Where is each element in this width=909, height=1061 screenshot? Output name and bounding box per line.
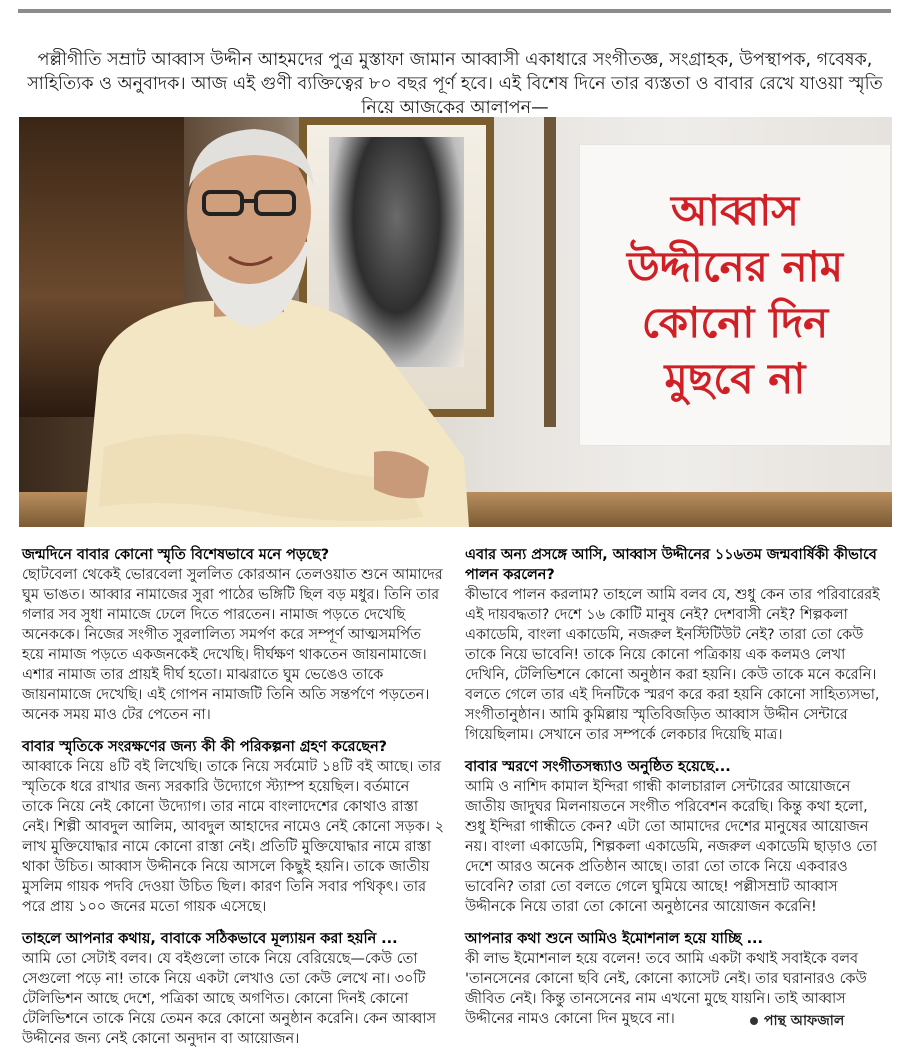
background-frame-edge bbox=[544, 117, 556, 427]
feature-photo bbox=[19, 117, 892, 527]
answer: আব্বাকে নিয়ে ৪টি বই লিখেছি। তাকে নিয়ে সর্বমোট ১৪টি বই আছে। তার স্মৃতিকে ধরে রাখার জন্য সরকারি উদ্যোগে স্ট্যাম্প হয়েছিল। বর্তমানে তাকে নিয়ে নেই কোনো উদ্যোগ। তার নামে বাংলাদেশের কোথাও রাস্তা নেই। শিল্পী আবদুল আলিম, আবদুল আহাদের নামেও নেই কোনো সড়ক। ২ লাখ মুক্তিযোদ্ধার নামে কোনো রাস্তা নেই। প্রতিটি মুক্তিযোদ্ধার নামে রাস্তা থাকা উচিত। আব্বাস উদ্দীনকে নিয়ে আসলে কিছুই হয়নি। তাকে জাতীয় মুসলিম গায়ক পদবি দেওয়া উচিত ছিল। কারণ তিনি সবার পথিকৃৎ। তার পরে প্রায় ১০০ জনের মতো গায়ক এসেছে। bbox=[22, 759, 444, 915]
qa-block bbox=[22, 737, 444, 917]
bullet-icon bbox=[750, 1017, 758, 1025]
headline-box bbox=[579, 144, 891, 446]
qa-block bbox=[465, 757, 887, 917]
answer: আমি তো সেটাই বলব। যে বইগুলো তাকে নিয়ে বেরিয়েছে—কেউ তো সেগুলো পড়ে না! তাকে নিয়ে একটা লেখাও তো কেউ লেখে না। ৩০টি টেলিভিশন আছে দেশে, পত্রিকা আছে অগণিত। কোনো দিনই কোনো টেলিভিশনে তাকে নিয়ে তেমন করে কোনো অনুষ্ঠান করেনি। কেন আব্বাস উদ্দীনের জন্য নেই কোনো অনুদান বা আয়োজন। bbox=[22, 951, 436, 1047]
author-name: পান্থ আফজাল bbox=[764, 1013, 845, 1029]
byline bbox=[750, 1009, 844, 1033]
answer: আমি ও নাশিদ কামাল ইন্দিরা গান্ধী কালচারাল সেন্টারের আয়োজনে জাতীয় জাদুঘর মিলনায়তনে সংগীত পরিবেশন করেছি। কিন্তু কথা হলো, শুধু ইন্দিরা গান্ধীতে কেন? এটা তো আমাদের দেশের মানুষের আয়োজন নয়। বাংলা একাডেমি, শিল্পকলা একাডেমি, নজরুল একাডেমি ছাড়াও তো দেশে আরও অনেক প্রতিষ্ঠান আছে। তারা তো তাকে নিয়ে একবারও ভাবেনি? তারা তো বলতে গেলে ঘুমিয়ে আছে! পল্লীসম্রাট আব্বাস উদ্দীনকে নিয়ে তারা তো কোনো অনুষ্ঠানের আয়োজন করেনি! bbox=[465, 779, 878, 915]
answer: ছোটবেলা থেকেই ভোরবেলা সুললিত কোরআন তেলওয়াত শুনে আমাদের ঘুম ভাঙত। আব্বার নামাজের সুরা পাঠের ভঙ্গিটি ছিল বড় মধুর। তিনি তার গলার সব সুধা নামাজে ঢেলে দিতে পারতেন। নামাজ পড়তে দেখেছি অনেককে। নিজের সংগীত সুরলালিত্য সমর্পণ করে সম্পূর্ণ আত্মসমর্পিত হয়ে নামাজ পড়তে একজনকেই দেখেছি। দীর্ঘক্ষণ থাকতেন জায়নামাজে। এশার নামাজ তার প্রায়ই দীর্ঘ হতো। মাঝরাতে ঘুম ভেঙেও তাকে জায়নামাজে দেখেছি। এই গোপন নামাজটি তিনি অতি সন্তর্পণে পড়তেন। অনেক সময় মাও টের পেতেন না। bbox=[22, 567, 443, 723]
right-column bbox=[465, 545, 887, 1041]
question: আপনার কথা শুনে আমিও ইমোশনাল হয়ে যাচ্ছি ... bbox=[465, 931, 763, 947]
qa-block bbox=[465, 545, 887, 745]
headline-line: উদ্দীনের নাম bbox=[626, 242, 844, 291]
answer: কীভাবে পালন করলাম? তাহলে আমি বলব যে, শুধু কেন তার পরিবারেরই এই দায়বদ্ধতা? দেশে ১৬ কোটি মানুষ নেই? দেশবাসী নেই? শিল্পকলা একাডেমি, বাংলা একাডেমি, নজরুল ইনস্টিটিউট নেই? তারা তো কেউ তাকে নিয়ে ভাবেনি! তাকে নিয়ে কোনো পত্রিকায় এক কলমও লেখা দেখিনি, টেলিভিশনে কোনো অনুষ্ঠান করা হয়নি। কেউ তাকে মনে করেনি। বলতে গেলে তার এই দিনটিকে স্মরণ করে করা হয়নি কোনো সাহিত্যসভা, সংগীতানুষ্ঠান। আমি কুমিল্লায় স্মৃতিবিজড়িত আব্বাস উদ্দীন সেন্টারে গিয়েছিলাম। সেখানে তার সম্পর্কে লেকচার দিয়েছি মাত্র। bbox=[465, 587, 880, 743]
headline-line: মুছবে না bbox=[664, 354, 806, 403]
question: বাবার স্মৃতিকে সংরক্ষণের জন্য কী কী পরিকল্পনা গ্রহণ করেছেন? bbox=[22, 739, 388, 755]
qa-block bbox=[22, 929, 444, 1049]
qa-block bbox=[22, 545, 444, 725]
question: জন্মদিনে বাবার কোনো স্মৃতি বিশেষভাবে মনে পড়ছে? bbox=[22, 547, 330, 563]
left-column bbox=[22, 545, 444, 1061]
question: তাহলে আপনার কথায়, বাবাকে সঠিকভাবে মূল্যায়ন করা হয়নি ... bbox=[22, 931, 398, 947]
headline bbox=[627, 183, 843, 407]
headline-line: আব্বাস bbox=[670, 186, 800, 235]
answer: কী লাভ ইমোশনাল হয়ে বলেন! তবে আমি একটা কথাই সবাইকে বলব 'তানসেনের কোনো ছবি নেই, কোনো ক্যাসেট নেই। তার ঘরানারও কেউ জীবিত নেই। কিন্তু তানসেনের নাম এখনো মুছে যায়নি। তাই আব্বাস উদ্দীনের নামও কোনো দিন মুছবে না। bbox=[465, 951, 867, 1027]
headline-line: কোনো দিন bbox=[641, 298, 829, 347]
intro-paragraph: পল্লীগীতি সম্রাট আব্বাস উদ্দীন আহমদের পুত্র মুস্তাফা জামান আব্বাসী একাধারে সংগীতজ্ঞ, সংগ্রাহক, উপস্থাপক, গবেষক, সাহিত্যিক ও অনুবাদক। আজ এই গুণী ব্যক্তিত্বের ৮০ বছর পূর্ণ হবে। এই বিশেষ দিনে তার ব্যস্ততা ও বাবার রেখে যাওয়া স্মৃতি নিয়ে আজকের আলাপন— bbox=[27, 49, 883, 118]
portrait-figure bbox=[44, 117, 474, 527]
top-rule bbox=[18, 9, 891, 13]
question: এবার অন্য প্রসঙ্গে আসি, আব্বাস উদ্দীনের ১১৬তম জন্মবার্ষিকী কীভাবে পালন করলেন? bbox=[465, 547, 877, 583]
question: বাবার স্মরণে সংগীতসন্ধ্যাও অনুষ্ঠিত হয়েছে... bbox=[465, 759, 731, 775]
